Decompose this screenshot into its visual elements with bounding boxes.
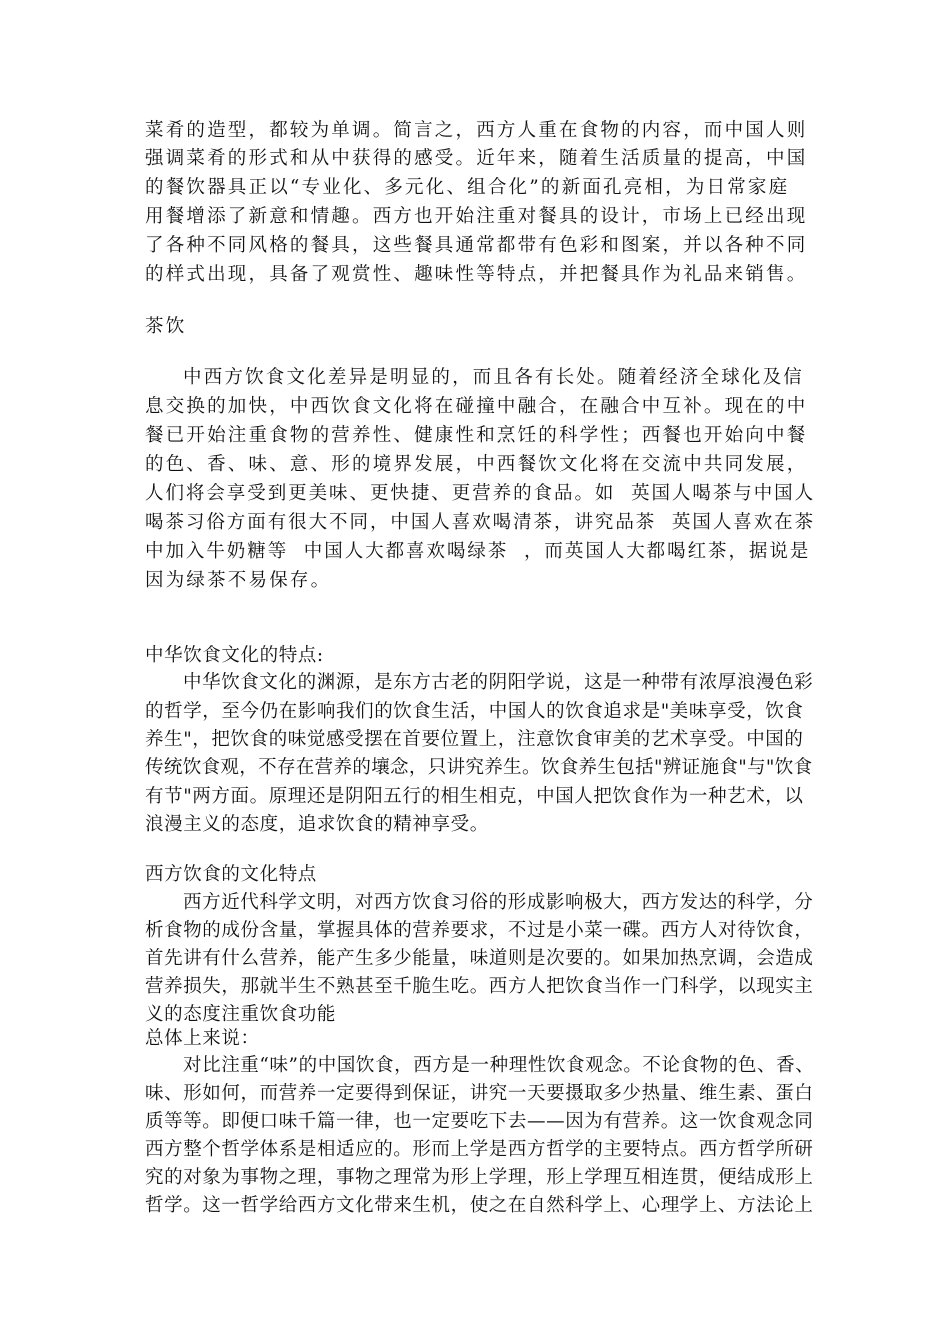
text-line: 的样式出现，具备了观赏性、趣味性等特点，并把餐具作为礼品来销售。: [145, 264, 808, 285]
text-line: 究的对象为事物之理，事物之理常为形上学理，形上学理互相连贯，便结成形上: [145, 1167, 814, 1188]
section-heading: 中华饮食文化的特点:: [145, 645, 324, 666]
text-line: 因为绿茶不易保存。: [145, 570, 332, 591]
text-line: 的哲学，至今仍在影响我们的饮食生活，中国人的饮食追求是"美味享受，饮食: [145, 701, 804, 722]
text-line: 的餐饮器具正以“专业化、多元化、组合化”的新面孔亮相，为日常家庭: [145, 177, 790, 198]
text-line: 喝茶习俗方面有很大不同，中国人喜欢喝清茶，讲究品茶 英国人喜欢在茶: [145, 512, 816, 533]
text-line: 养生"，把饮食的味觉感受摆在首要位置上，注意饮食审美的艺术享受。中国的: [145, 729, 804, 750]
text-line: 中加入牛奶糖等 中国人大都喜欢喝绿茶 ，而英国人大都喝红茶，据说是: [145, 541, 811, 562]
text-line: 的色、香、味、意、形的境界发展，中西餐饮文化将在交流中共同发展，: [145, 454, 808, 475]
text-line: 浪漫主义的态度，追求饮食的精神享受。: [145, 814, 489, 835]
text-line: 质等等。即便口味千篇一律，也一定要吃下去——因为有营养。这一饮食观念同: [145, 1111, 814, 1132]
text-line: 营养损失，那就半生不熟甚至千脆生吃。西方人把饮食当作一门科学，以现实主: [145, 976, 814, 997]
text-line: 强调菜肴的形式和从中获得的感受。近年来，随着生活质量的提高，中国: [145, 148, 808, 169]
text-line: 析食物的成份含量，掌握具体的营养要求，不过是小菜一碟。西方人对待饮食，: [145, 920, 814, 941]
section-heading: 西方饮食的文化特点: [145, 864, 317, 885]
text-line: 菜肴的造型，都较为单调。简言之，西方人重在食物的内容，而中国人则: [145, 120, 808, 141]
text-line: 义的态度注重饮食功能: [145, 1004, 337, 1025]
text-line: 味、形如何，而营养一定要得到保证，讲究一天要摄取多少热量、维生素、蛋白: [145, 1083, 814, 1104]
text-line: 人们将会享受到更美味、更快捷、更营养的食品。如 英国人喝茶与中国人: [145, 483, 816, 504]
text-line: 用餐增添了新意和情趣。西方也开始注重对餐具的设计，市场上已经出现: [145, 206, 808, 227]
text-line: 对比注重“味”的中国饮食，西方是一种理性饮食观念。不论食物的色、香、: [183, 1055, 815, 1076]
text-line: 有节"两方面。原理还是阴阳五行的相生相克，中国人把饮食作为一种艺术，以: [145, 786, 804, 807]
text-line: 西方整个哲学体系是相适应的。形而上学是西方哲学的主要特点。西方哲学所研: [145, 1139, 814, 1160]
text-line: 中西方饮食文化差异是明显的，而且各有长处。随着经济全球化及信: [183, 367, 805, 388]
text-line: 息交换的加快，中西饮食文化将在碰撞中融合，在融合中互补。现在的中: [145, 396, 808, 417]
text-line: 首先讲有什么营养，能产生多少能量，味道则是次要的。如果加热烹调，会造成: [145, 948, 814, 969]
section-heading: 总体上来说：: [145, 1028, 260, 1049]
text-line: 中华饮食文化的渊源，是东方古老的阴阳学说，这是一种带有浓厚浪漫色彩: [183, 672, 814, 693]
text-line: 了各种不同风格的餐具，这些餐具通常都带有色彩和图案，并以各种不同: [145, 235, 808, 256]
text-line: 传统饮食观，不存在营养的壤念，只讲究养生。饮食养生包括"辨证施食"与"饮食: [145, 757, 813, 778]
text-line: 餐已开始注重食物的营养性、健康性和烹饪的科学性；西餐也开始向中餐: [145, 425, 808, 446]
section-heading: 茶饮: [145, 316, 187, 337]
text-line: 西方近代科学文明，对西方饮食习俗的形成影响极大，西方发达的科学，分: [183, 892, 814, 913]
text-line: 哲学。这一哲学给西方文化带来生机，使之在自然科学上、心理学上、方法论上: [145, 1195, 814, 1216]
